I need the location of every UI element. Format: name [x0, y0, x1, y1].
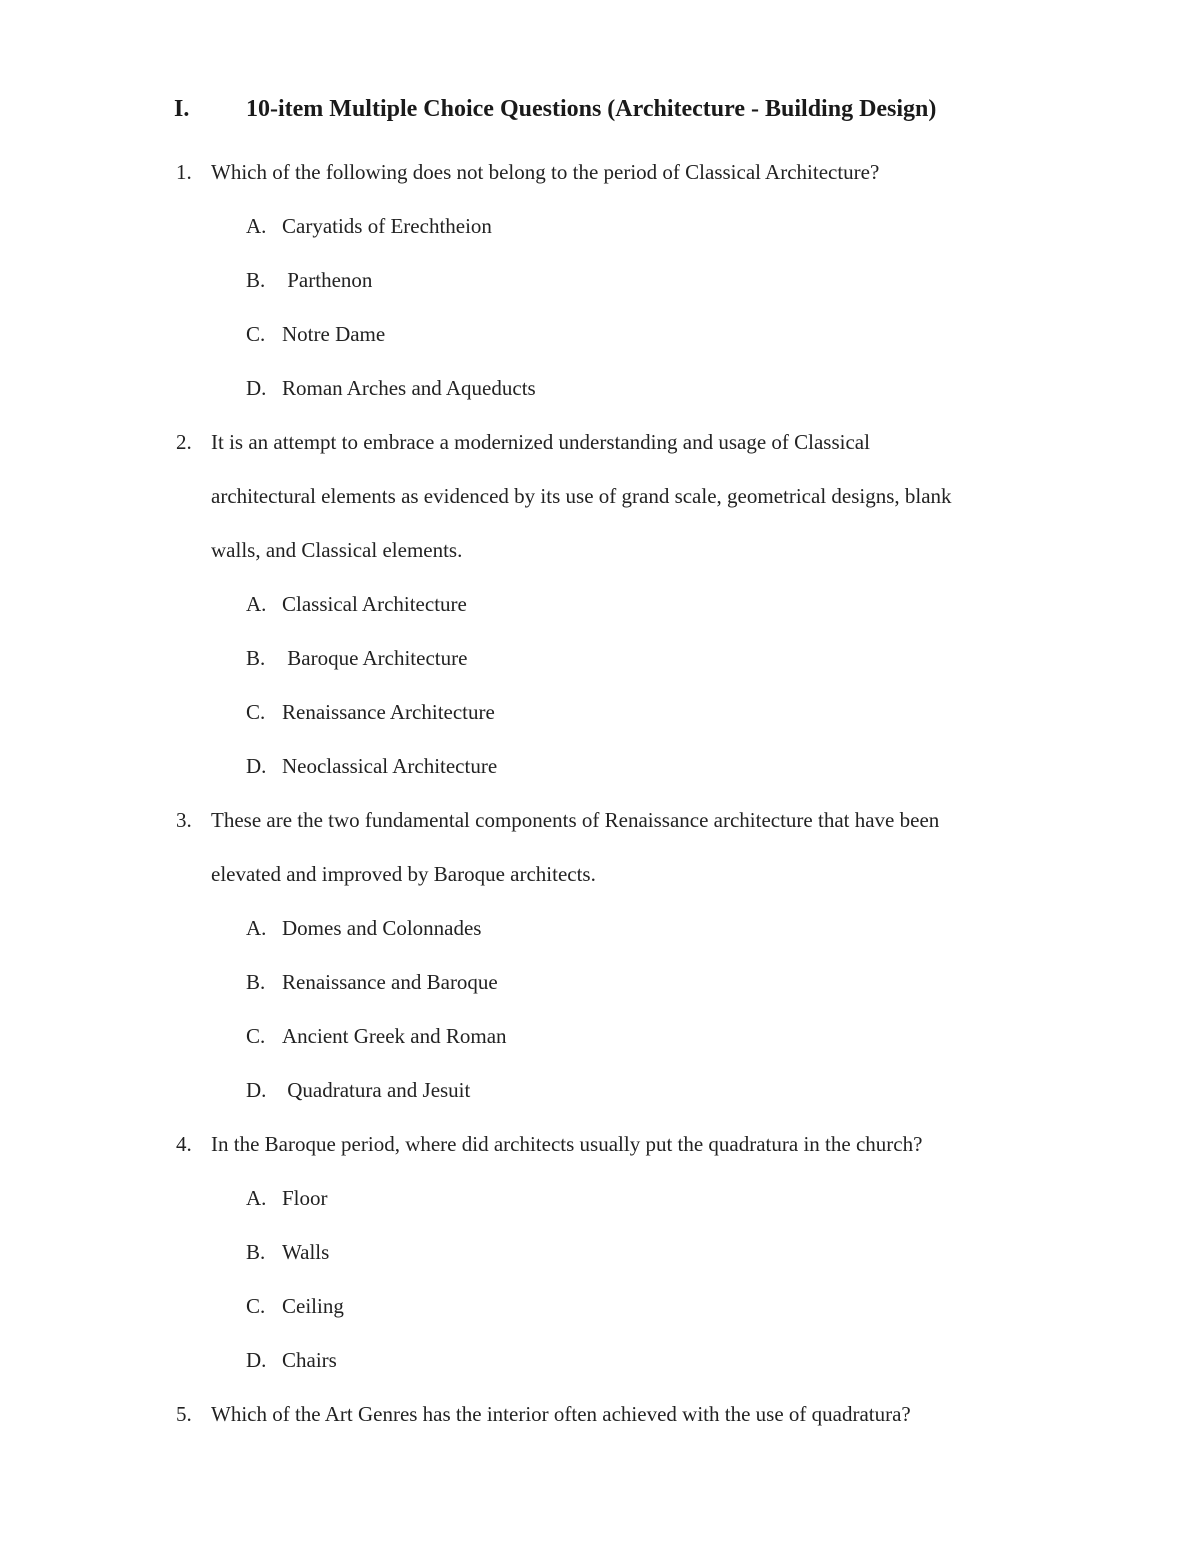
option-text: Renaissance and Baroque: [282, 970, 498, 994]
answer-option: [246, 1171, 328, 1225]
question-text: [211, 145, 1056, 199]
option-letter: A.: [246, 916, 267, 940]
option-letter: A.: [246, 214, 267, 238]
option-letter: A.: [246, 1186, 267, 1210]
option-text: Classical Architecture: [282, 592, 467, 616]
option-text: Roman Arches and Aqueducts: [282, 376, 536, 400]
option-letter: C.: [246, 700, 266, 724]
question-line: These are the two fundamental components of Renaissance architecture that have been: [211, 808, 940, 832]
question-number: 4.: [176, 1132, 192, 1156]
option-text: Notre Dame: [282, 322, 386, 346]
answer-option: [246, 1009, 507, 1063]
option-text: Floor: [282, 1186, 328, 1210]
question-text: [211, 1387, 1056, 1441]
option-text: Chairs: [282, 1348, 337, 1372]
answer-option: [246, 1063, 470, 1117]
section-number: I.: [174, 96, 190, 122]
option-letter: C.: [246, 322, 266, 346]
option-text: Ceiling: [282, 1294, 344, 1318]
option-text: Neoclassical Architecture: [282, 754, 498, 778]
question-number: 3.: [176, 808, 192, 832]
option-letter: C.: [246, 1024, 266, 1048]
answer-option: [246, 901, 481, 955]
answer-option: [246, 1225, 329, 1279]
question-text: [211, 793, 1056, 901]
answer-option: [246, 739, 497, 793]
option-text: Walls: [282, 1240, 330, 1264]
option-text: Caryatids of Erechtheion: [282, 214, 492, 238]
answer-option: [246, 685, 495, 739]
option-text: Renaissance Architecture: [282, 700, 495, 724]
option-text: Quadratura and Jesuit: [282, 1078, 471, 1102]
answer-option: [246, 1279, 344, 1333]
question-text: [211, 415, 1056, 577]
question-line: Which of the following does not belong to the period of Classical Architecture?: [211, 160, 880, 184]
question-number: 5.: [176, 1402, 192, 1426]
answer-option: [246, 577, 467, 631]
option-text: Domes and Colonnades: [282, 916, 482, 940]
question-number: 1.: [176, 160, 192, 184]
answer-option: [246, 631, 467, 685]
answer-option: [246, 307, 385, 361]
option-text: Baroque Architecture: [282, 646, 468, 670]
question-line: Which of the Art Genres has the interior often achieved with the use of quadratura?: [211, 1402, 911, 1426]
question-line: It is an attempt to embrace a modernized understanding and usage of Classical: [211, 430, 870, 454]
option-letter: D.: [246, 1078, 267, 1102]
answer-option: [246, 955, 498, 1009]
question-line: walls, and Classical elements.: [211, 538, 463, 562]
option-letter: D.: [246, 376, 267, 400]
answer-option: [246, 361, 536, 415]
question-text: [211, 1117, 1056, 1171]
option-letter: D.: [246, 754, 267, 778]
option-text: Parthenon: [282, 268, 373, 292]
answer-option: [246, 253, 372, 307]
option-letter: B.: [246, 268, 266, 292]
question-line: In the Baroque period, where did architects usually put the quadratura in the church?: [211, 1132, 923, 1156]
option-letter: B.: [246, 1240, 266, 1264]
question-line: architectural elements as evidenced by its use of grand scale, geometrical designs, blank: [211, 484, 952, 508]
section-title: 10-item Multiple Choice Questions (Architecture - Building Design): [246, 96, 937, 122]
question-number: 2.: [176, 430, 192, 454]
answer-option: [246, 199, 492, 253]
question-line: elevated and improved by Baroque architects.: [211, 862, 596, 886]
option-letter: A.: [246, 592, 267, 616]
option-letter: B.: [246, 970, 266, 994]
option-letter: C.: [246, 1294, 266, 1318]
option-text: Ancient Greek and Roman: [282, 1024, 507, 1048]
option-letter: D.: [246, 1348, 267, 1372]
answer-option: [246, 1333, 337, 1387]
option-letter: B.: [246, 646, 266, 670]
